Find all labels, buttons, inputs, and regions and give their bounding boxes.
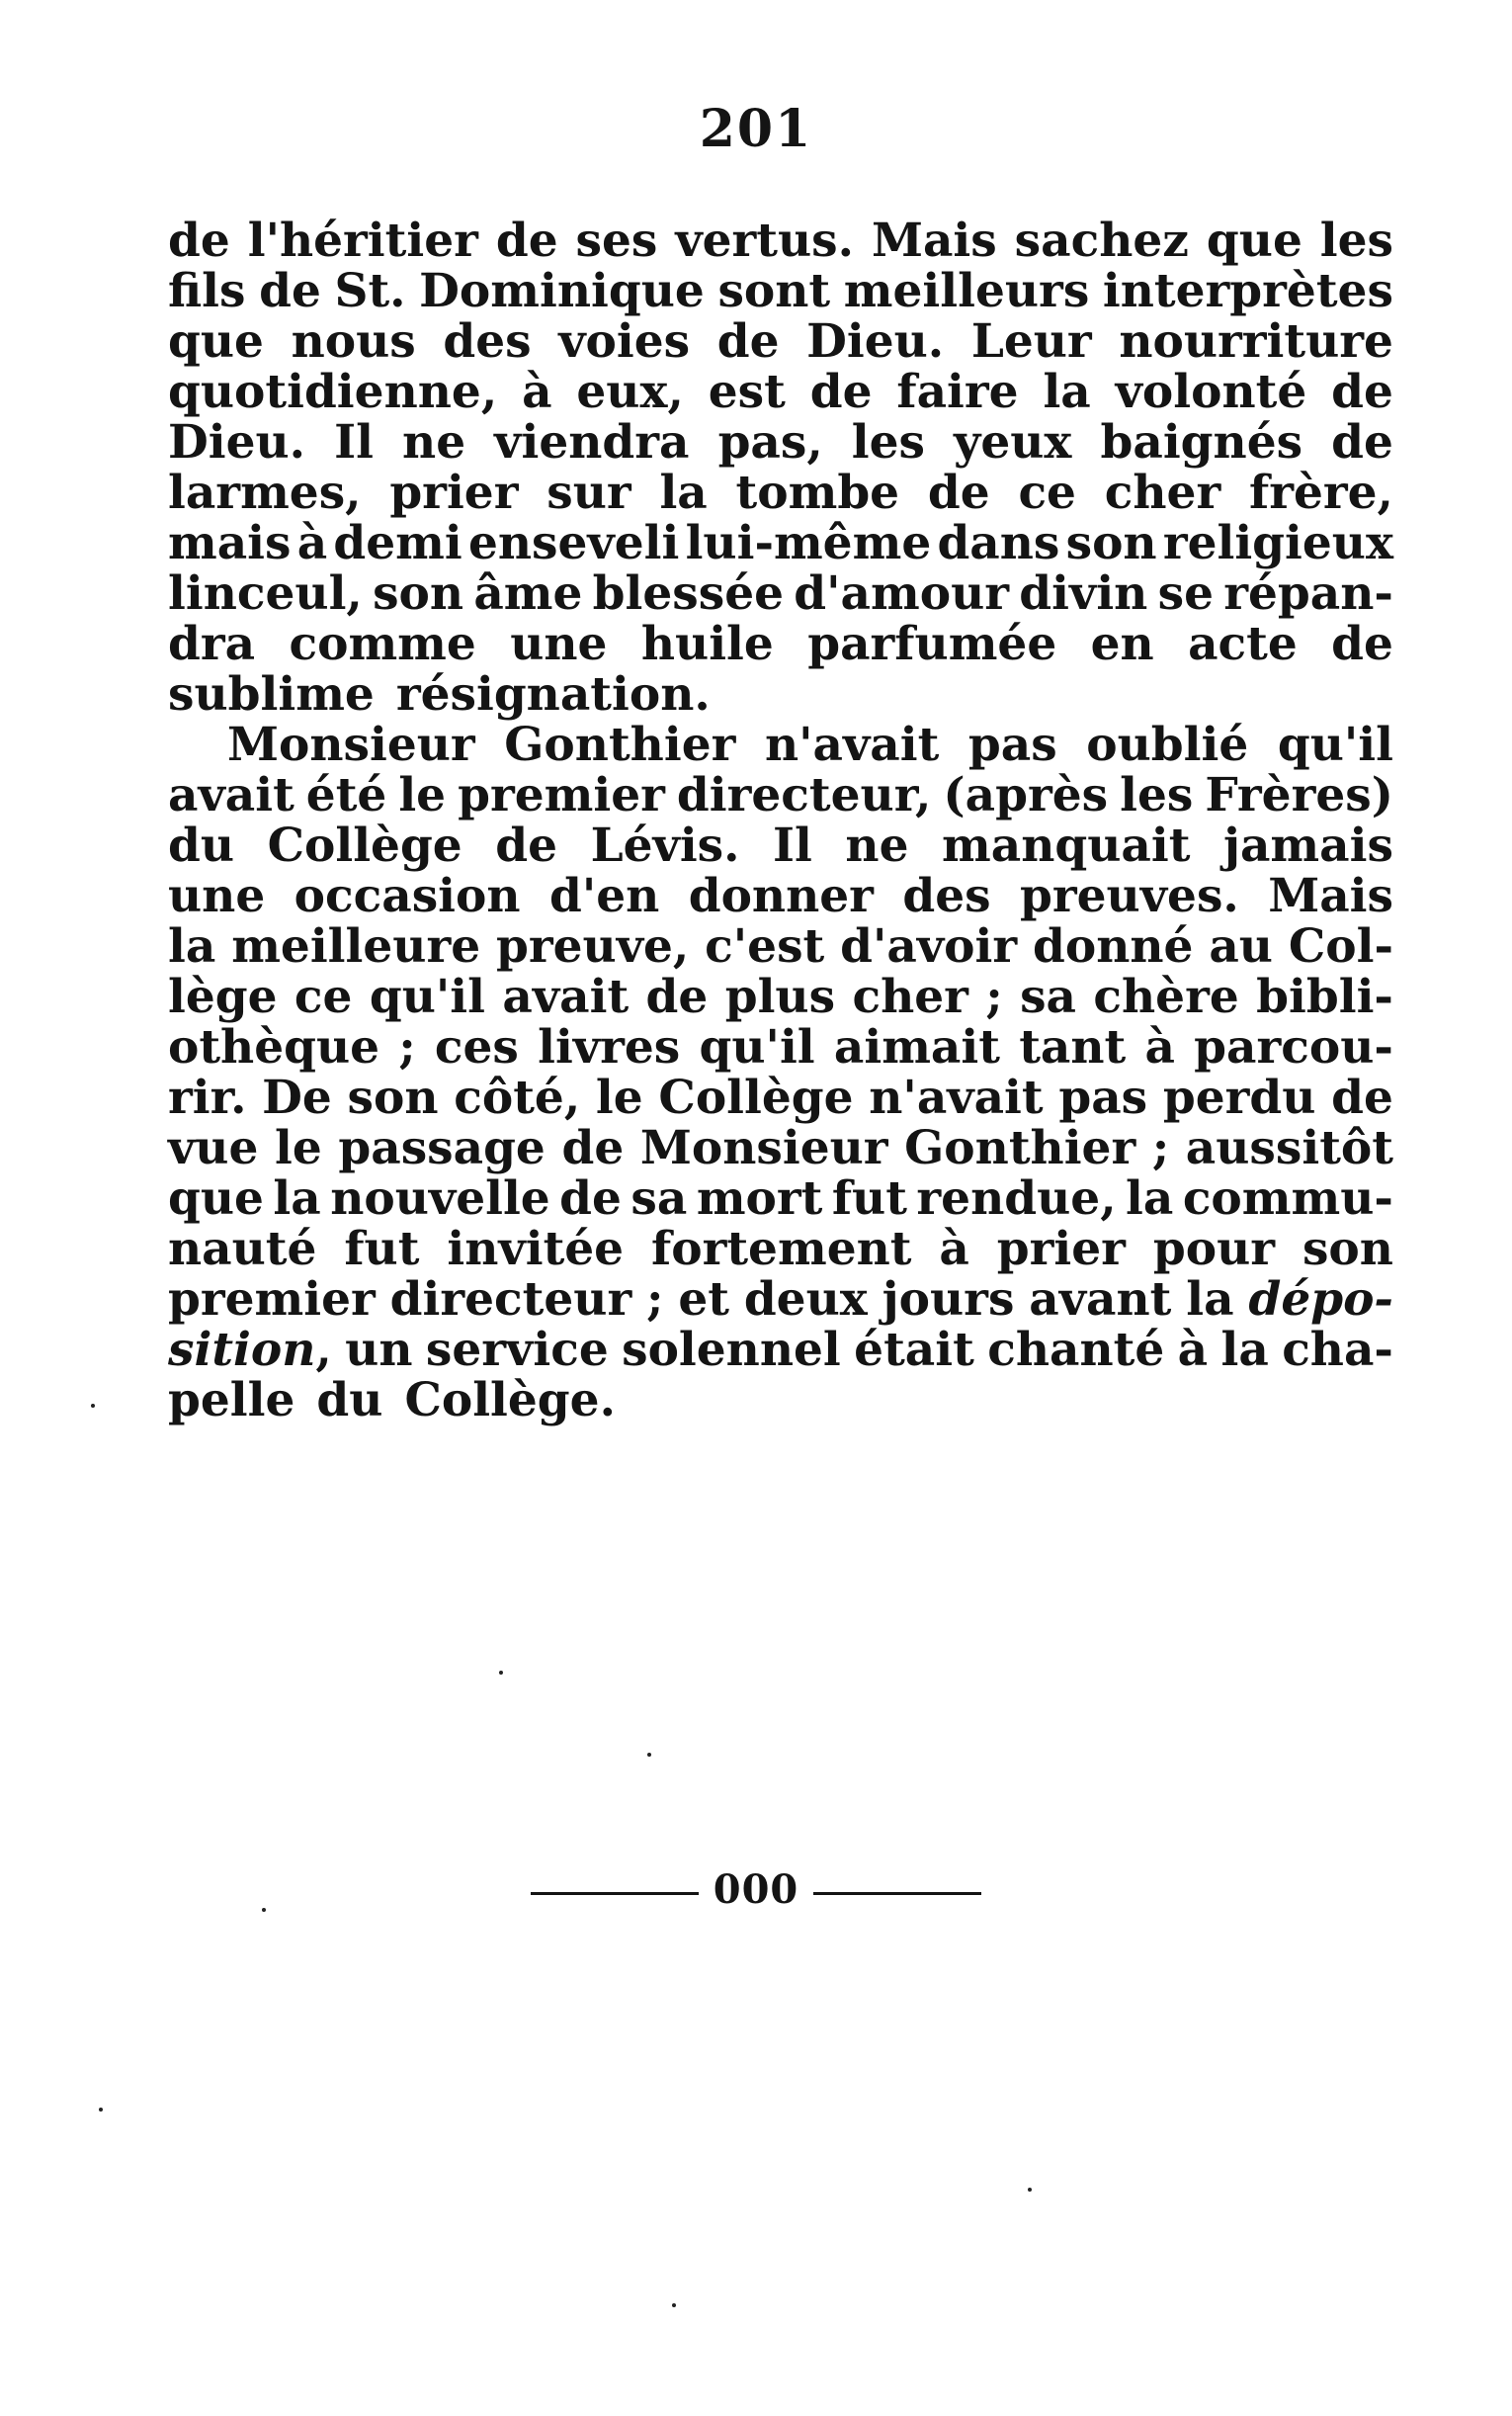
paper-speck: [91, 1404, 95, 1408]
paper-speck: [647, 1753, 651, 1757]
separator-rule-right: [813, 1892, 981, 1895]
text-line: pelle du Collège.: [168, 1373, 616, 1427]
text-line: othèque ; ces livres qu'il aimait tant à parcou-: [168, 1020, 1393, 1075]
text-line: mais à demi enseveli lui-même dans son religieux: [168, 516, 1393, 570]
paper-speck: [672, 2303, 676, 2307]
text-line: du Collège de Lévis. Il ne manquait jamais: [168, 819, 1393, 873]
text-line: rir. De son côté, le Collège n'avait pas perdu de: [168, 1071, 1393, 1125]
separator-rule-left: [531, 1892, 699, 1895]
text-line: quotidienne, à eux, est de faire la volonté de: [168, 365, 1393, 419]
text-line: premier directeur ; et deux jours avant la dépo-: [168, 1272, 1393, 1327]
text-line: que nous des voies de Dieu. Leur nourriture: [168, 314, 1393, 369]
text-line: larmes, prier sur la tombe de ce cher frère,: [168, 466, 1393, 520]
text-line: nauté fut invitée fortement à prier pour son: [168, 1222, 1393, 1276]
text-line: avait été le premier directeur, (après les Frères): [168, 768, 1393, 822]
text-line: Monsieur Gonthier n'avait pas oublié qu'il: [227, 718, 1393, 772]
text-line: une occasion d'en donner des preuves. Mais: [168, 869, 1393, 923]
text-line: sublime résignation.: [168, 667, 711, 722]
section-separator: [0, 1866, 1512, 1913]
text-line: linceul, son âme blessée d'amour divin se répan-: [168, 566, 1393, 621]
text-line: la meilleure preuve, c'est d'avoir donné au Col-: [168, 919, 1393, 974]
text-line: de l'héritier de ses vertus. Mais sachez que les: [168, 214, 1393, 268]
body-text: [168, 216, 1393, 1425]
paper-speck: [262, 1908, 266, 1912]
separator-mark: 000: [713, 1866, 799, 1913]
text-line: sition, un service solennel était chanté à la cha-: [168, 1323, 1393, 1377]
text-line: lège ce qu'il avait de plus cher ; sa chère bibli-: [168, 970, 1393, 1024]
paper-speck: [1028, 2188, 1032, 2192]
page-number: 201: [699, 99, 813, 159]
text-line: que la nouvelle de sa mort fut rendue, la commu-: [168, 1171, 1393, 1226]
paper-speck: [99, 2108, 103, 2112]
paper-speck: [499, 1671, 503, 1675]
text-line: vue le passage de Monsieur Gonthier ; aussitôt: [168, 1121, 1393, 1175]
text-line: Dieu. Il ne viendra pas, les yeux baignés de: [168, 415, 1393, 470]
text-line: dra comme une huile parfumée en acte de: [168, 617, 1393, 671]
text-line: fils de St. Dominique sont meilleurs interprètes: [168, 264, 1393, 318]
